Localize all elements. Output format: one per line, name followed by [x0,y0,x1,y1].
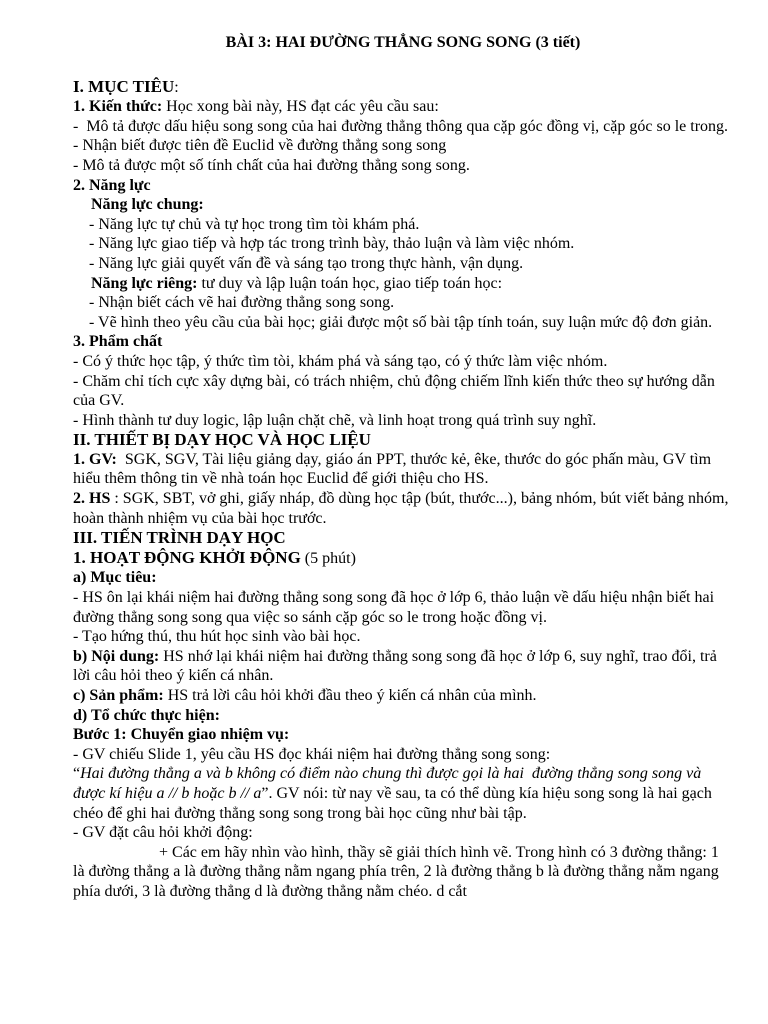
knowledge-text: Học xong bài này, HS đạt các yêu cầu sau: [162,98,439,116]
knowledge-item-3: - Mô tả được một số tính chất của hai đường thẳng song song. [73,156,470,174]
specific-ability-line [73,274,733,294]
specific-ability-text: tư duy và lập luận toán học, giao tiếp toán học: [197,274,503,292]
content-label: b) Nội dung: [73,647,160,665]
specific-ability-item-1: - Nhận biết cách vẽ hai đường thẳng song song. [89,294,395,312]
knowledge-label: 1. Kiến thức: [73,98,163,116]
section-2-title: II. THIẾT BỊ DẠY HỌC VÀ HỌC LIỆU [73,430,371,450]
gv-label: 1. GV: [73,450,117,468]
quote-open: “ [73,765,81,783]
objective-item-2: - Tạo hứng thú, thu hút học sinh vào bài học. [73,628,361,646]
quality-item-3: - Hình thành tư duy logic, lập luận chặt chẽ, và linh hoạt trong quá trình suy nghĩ. [73,411,597,429]
knowledge-line [73,97,733,117]
product-line [73,686,733,706]
step-1-item-1: - GV chiếu Slide 1, yêu cầu HS đọc khái niệm hai đường thẳng song song: [73,745,551,763]
document-page [73,33,733,902]
specific-ability-item-2: - Vẽ hình theo yêu cầu của bài học; giải được một số bài tập tính toán, suy luận mức độ đơn giản. [89,313,713,331]
organization-label: d) Tổ chức thực hiện: [73,706,220,724]
ability-heading: 2. Năng lực [73,176,151,194]
knowledge-item-2: - Nhận biết được tiên đề Euclid về đường thẳng song song [73,137,447,155]
quality-heading: 3. Phẩm chất [73,333,163,351]
quote-italic: Hai đường thẳng a và b không có điểm nào chung thì được gọi là hai đường thẳng song song và được kí hiệu a // b hoặc b // a [73,765,706,802]
activity-line [73,548,733,569]
hs-text: : SGK, SBT, vở ghi, giấy nháp, đồ dùng học tập (bút, thước...), bảng nhóm, bút viết bảng nhóm, hoàn thành nhiệm vụ của bài học trước. [73,490,733,527]
general-ability-item-3: - Năng lực giải quyết vấn đề và sáng tạo trong thực hành, vận dụng. [89,254,524,272]
product-label: c) Sản phẩm: [73,687,164,704]
hs-label: 2. HS [73,490,111,508]
page-title: BÀI 3: HAI ĐƯỜNG THẲNG SONG SONG (3 tiết) [225,34,581,51]
section-1-heading [73,77,733,98]
general-ability-label: Năng lực chung: [91,196,204,214]
section-1-title: I. MỤC TIÊU [73,76,175,96]
gv-text: SGK, SGV, Tài liệu giảng dạy, giáo án PPT, thước kẻ, êke, thước do góc phấn màu, GV tìm hiểu thêm thông tin về nhà toán học Euclid để giới thiệu cho HS. [73,450,716,488]
quote-rest: ”. GV nói: từ nay về sau, ta có thể dùng kía hiệu song song là hai gạch chéo để ghi hai đường thẳng song song trong bài học cũng như bài tập. [73,784,716,822]
step-1-label: Bước 1: Chuyển giao nhiệm vụ: [73,726,290,744]
activity-label: 1. HOẠT ĐỘNG KHỞI ĐỘNG [73,547,301,567]
knowledge-item-1: - Mô tả được dấu hiệu song song của hai đường thẳng thông qua cặp góc đồng vị, cặp góc so le trong. [73,117,729,135]
gv-line [73,450,733,489]
step-1-item-3: + Các em hãy nhìn vào hình, thầy sẽ giải thích hình vẽ. Trong hình có 3 đường thẳng: 1 là đường thẳng a là đường thẳng nằm ngang phía trên, 2 là đường thẳng b là đường thẳng nằm ngang phía dưới, 3 là đường thẳng d là đường thẳng nằm chéo. d cắt [73,843,723,900]
activity-time: (5 phút) [300,549,356,567]
hs-line [73,489,733,528]
objective-label: a) Mục tiêu: [73,569,157,587]
section-1-colon: : [174,78,179,96]
product-text: HS trả lời câu hỏi khởi đầu theo ý kiến cá nhân của mình. [163,687,537,704]
section-3-title: III. TIẾN TRÌNH DẠY HỌC [73,528,286,548]
quality-item-1: - Có ý thức học tập, ý thức tìm tòi, khám phá và sáng tạo, có ý thức làm việc nhóm. [73,352,608,370]
objective-item-1: - HS ôn lại khái niệm hai đường thẳng song song đã học ở lớp 6, thảo luận về dấu hiệu nhận biết hai đường thẳng song song qua việc so sánh cặp góc so le trong hoặc đồng vị. [73,589,719,626]
specific-ability-label: Năng lực riêng: [91,274,198,292]
definition-quote [73,764,733,823]
general-ability-item-1: - Năng lực tự chủ và tự học trong tìm tòi khám phá. [89,215,420,233]
content-text: HS nhớ lại khái niệm hai đường thẳng song song đã học ở lớp 6, suy nghĩ, trao đổi, trả lời câu hỏi theo ý kiến cá nhân. [73,647,721,685]
content-line [73,647,733,686]
step-1-item-2: - GV đặt câu hỏi khởi động: [73,824,253,842]
quality-item-2: - Chăm chỉ tích cực xây dựng bài, có trách nhiệm, chủ động chiếm lĩnh kiến thức theo sự hướng dẫn của GV. [73,372,719,410]
general-ability-item-2: - Năng lực giao tiếp và hợp tác trong trình bày, thảo luận và làm việc nhóm. [89,235,575,253]
